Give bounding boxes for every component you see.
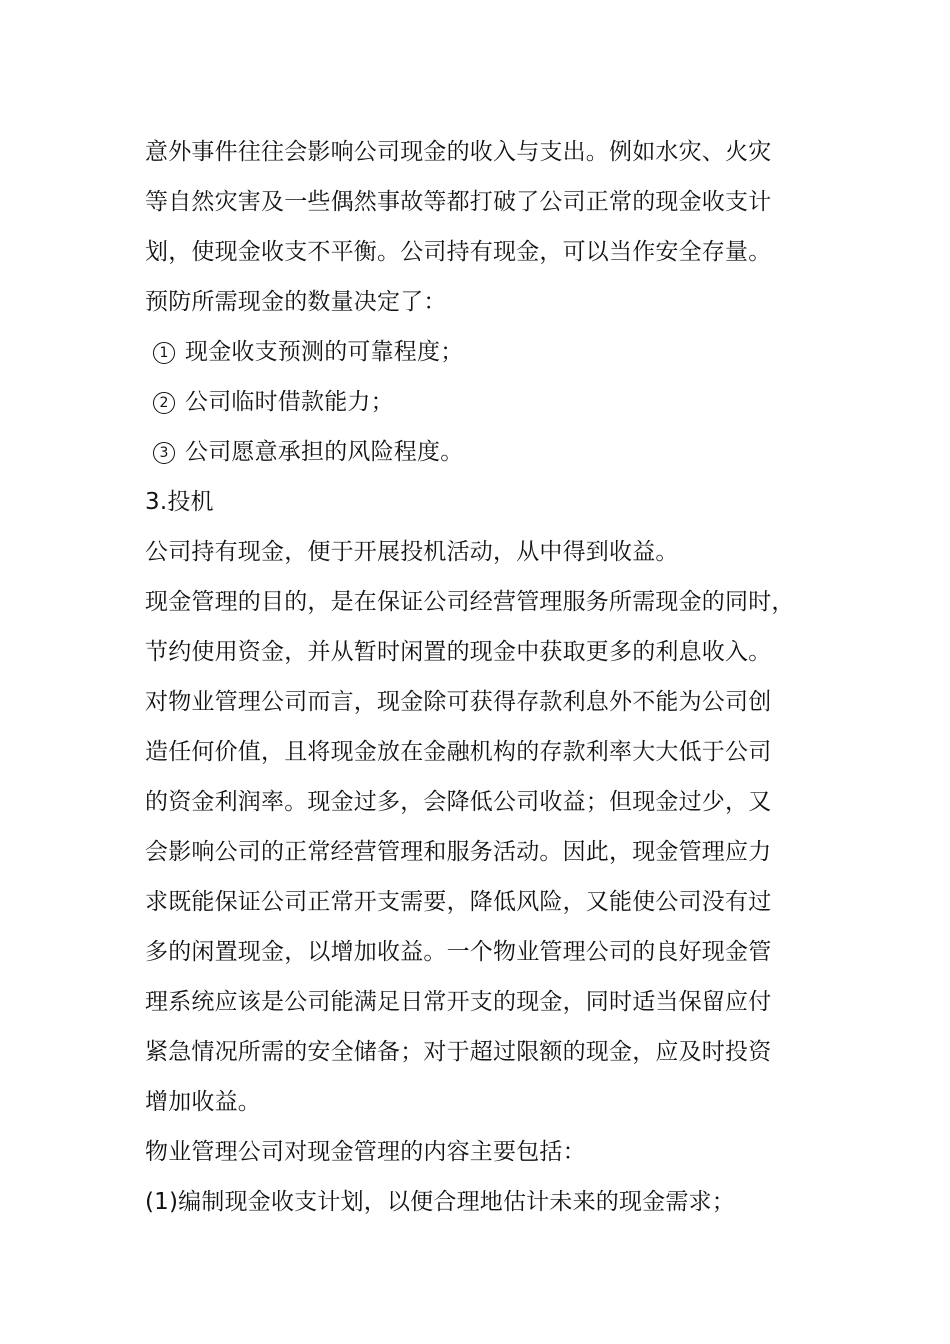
list-item-text: 公司愿意承担的风险程度。	[185, 439, 464, 465]
paragraph-line: 预防所需现金的数量决定了：	[145, 289, 447, 315]
paragraph-line: 紧急情况所需的安全储备；对于超过限额的现金，应及时投资	[145, 1039, 772, 1065]
circled-number: 3	[153, 442, 175, 464]
section-heading: 3.投机	[145, 489, 214, 515]
list-item-text: 现金收支预测的可靠程度；	[185, 339, 464, 365]
paragraph-line: 意外事件往往会影响公司现金的收入与支出。例如水灾、火灾	[145, 139, 772, 165]
paragraph-line: 公司持有现金，便于开展投机活动，从中得到收益。	[145, 539, 679, 565]
paragraph-line: 划，使现金收支不平衡。公司持有现金，可以当作安全存量。	[145, 239, 772, 265]
paragraph-line: 会影响公司的正常经营管理和服务活动。因此，现金管理应力	[145, 839, 772, 865]
paragraph-line: (1)编制现金收支计划，以便合理地估计未来的现金需求；	[145, 1189, 735, 1215]
paragraph-line: 的资金利润率。现金过多，会降低公司收益；但现金过少，又	[145, 789, 772, 815]
list-item-text: 公司临时借款能力；	[185, 389, 394, 415]
paragraph-line: 增加收益。	[145, 1089, 261, 1115]
list-item	[145, 427, 810, 477]
paragraph-line: 理系统应该是公司能满足日常开支的现金，同时适当保留应付	[145, 989, 772, 1015]
list-item	[145, 377, 810, 427]
paragraph-line: 对物业管理公司而言，现金除可获得存款利息外不能为公司创	[145, 689, 772, 715]
paragraph-line: 现金管理的目的，是在保证公司经营管理服务所需现金的同时，	[145, 589, 795, 615]
paragraph-line: 多的闲置现金，以增加收益。一个物业管理公司的良好现金管	[145, 939, 772, 965]
paragraph-line: 节约使用资金，并从暂时闲置的现金中获取更多的利息收入。	[145, 639, 772, 665]
paragraph-line: 等自然灾害及一些偶然事故等都打破了公司正常的现金收支计	[145, 189, 772, 215]
paragraph-line: 造任何价值，且将现金放在金融机构的存款利率大大低于公司	[145, 739, 772, 765]
circled-number: 1	[153, 342, 175, 364]
paragraph-line: 求既能保证公司正常开支需要，降低风险，又能使公司没有过	[145, 889, 772, 915]
list-item	[145, 327, 810, 377]
circled-number: 2	[153, 392, 175, 414]
paragraph-line: 物业管理公司对现金管理的内容主要包括：	[145, 1139, 586, 1165]
document-body	[145, 127, 810, 1227]
